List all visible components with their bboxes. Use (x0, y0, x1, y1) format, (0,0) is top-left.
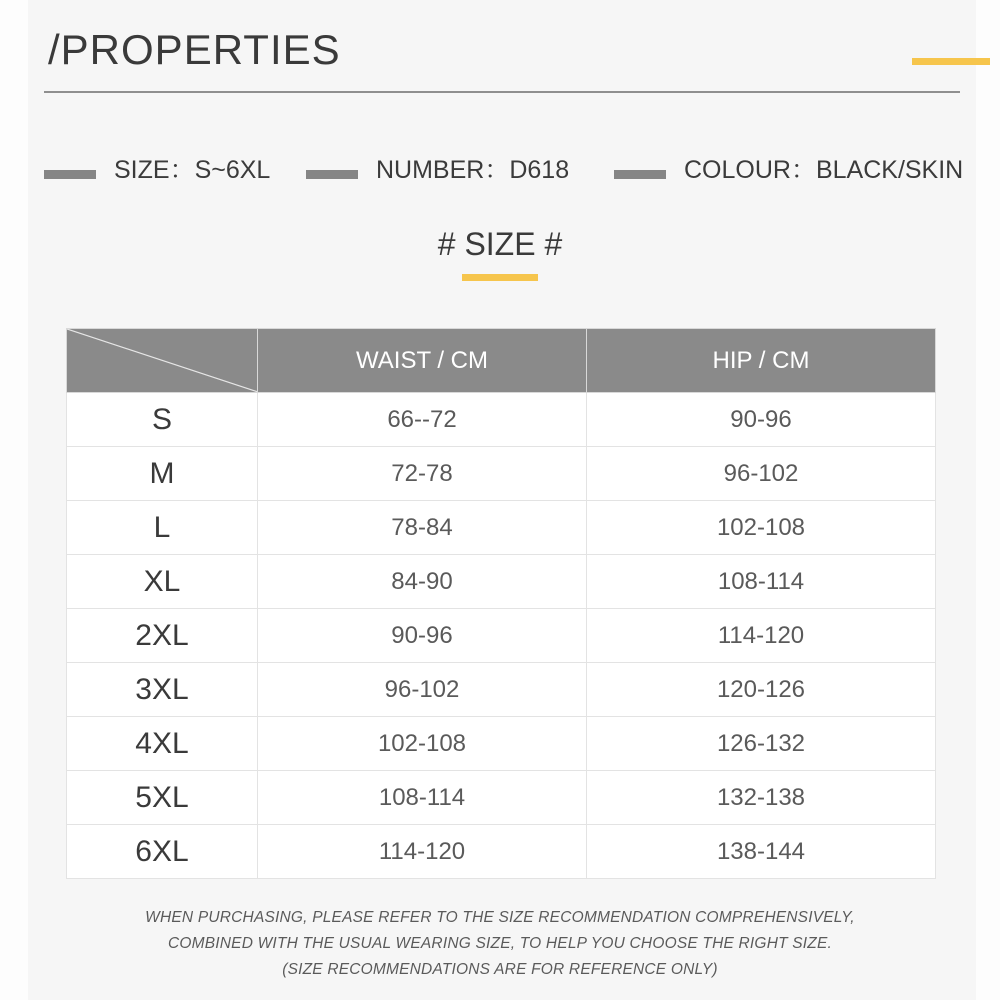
left-margin (0, 0, 28, 1000)
disclaimer-line: COMBINED WITH THE USUAL WEARING SIZE, TO HELP YOU CHOOSE THE RIGHT SIZE. (167, 935, 833, 952)
hip-value-cell: 138-144 (587, 825, 936, 879)
waist-value-cell: 108-114 (258, 771, 587, 825)
size-label-cell: S (67, 393, 258, 447)
hip-value-cell: 126-132 (587, 717, 936, 771)
table-header-row (67, 329, 936, 393)
table-row (67, 609, 936, 663)
table-row (67, 501, 936, 555)
table-row (67, 555, 936, 609)
waist-value-cell: 78-84 (258, 501, 587, 555)
corner-header-cell (67, 329, 258, 393)
size-label-cell: L (67, 501, 258, 555)
waist-value-cell: 102-108 (258, 717, 587, 771)
colour-marker-icon (614, 170, 666, 179)
waist-value-cell: 90-96 (258, 609, 587, 663)
hip-value-cell: 108-114 (587, 555, 936, 609)
table-row (67, 825, 936, 879)
size-label-cell: 2XL (67, 609, 258, 663)
size-label-cell: M (67, 447, 258, 501)
hip-value-cell: 120-126 (587, 663, 936, 717)
waist-value-cell: 72-78 (258, 447, 587, 501)
table-row (67, 771, 936, 825)
waist-value-cell: 66--72 (258, 393, 587, 447)
size-heading: # SIZE # (437, 226, 563, 262)
disclaimer-line: (SIZE RECOMMENDATIONS ARE FOR REFERENCE ONLY) (282, 961, 718, 978)
hip-column-header: HIP / CM (587, 329, 936, 393)
waist-value-cell: 84-90 (258, 555, 587, 609)
hip-value-cell: 90-96 (587, 393, 936, 447)
size-accent-bar (462, 274, 538, 281)
size-marker-icon (44, 170, 96, 179)
size-chart-table (66, 328, 936, 879)
title-accent-bar (912, 58, 990, 65)
page-title: /PROPERTIES (48, 26, 341, 73)
size-label-cell: 4XL (67, 717, 258, 771)
table-row (67, 663, 936, 717)
size-disclaimer (0, 905, 1000, 983)
table-row (67, 393, 936, 447)
right-margin (976, 0, 1000, 1000)
property-colour: COLOUR：BLACK/SKIN (684, 156, 964, 184)
table-row (67, 717, 936, 771)
waist-column-header: WAIST / CM (258, 329, 587, 393)
disclaimer-line: WHEN PURCHASING, PLEASE REFER TO THE SIZE RECOMMENDATION COMPREHENSIVELY, (145, 909, 855, 926)
hip-value-cell: 102-108 (587, 501, 936, 555)
size-label-cell: 6XL (67, 825, 258, 879)
property-number: NUMBER：D618 (376, 156, 570, 184)
size-label-cell: XL (67, 555, 258, 609)
hip-value-cell: 114-120 (587, 609, 936, 663)
waist-value-cell: 96-102 (258, 663, 587, 717)
diagonal-line-icon (67, 329, 258, 392)
property-size: SIZE：S~6XL (114, 156, 271, 184)
number-marker-icon (306, 170, 358, 179)
hip-value-cell: 132-138 (587, 771, 936, 825)
waist-value-cell: 114-120 (258, 825, 587, 879)
size-label-cell: 3XL (67, 663, 258, 717)
table-row (67, 447, 936, 501)
size-label-cell: 5XL (67, 771, 258, 825)
title-divider (44, 91, 960, 93)
hip-value-cell: 96-102 (587, 447, 936, 501)
